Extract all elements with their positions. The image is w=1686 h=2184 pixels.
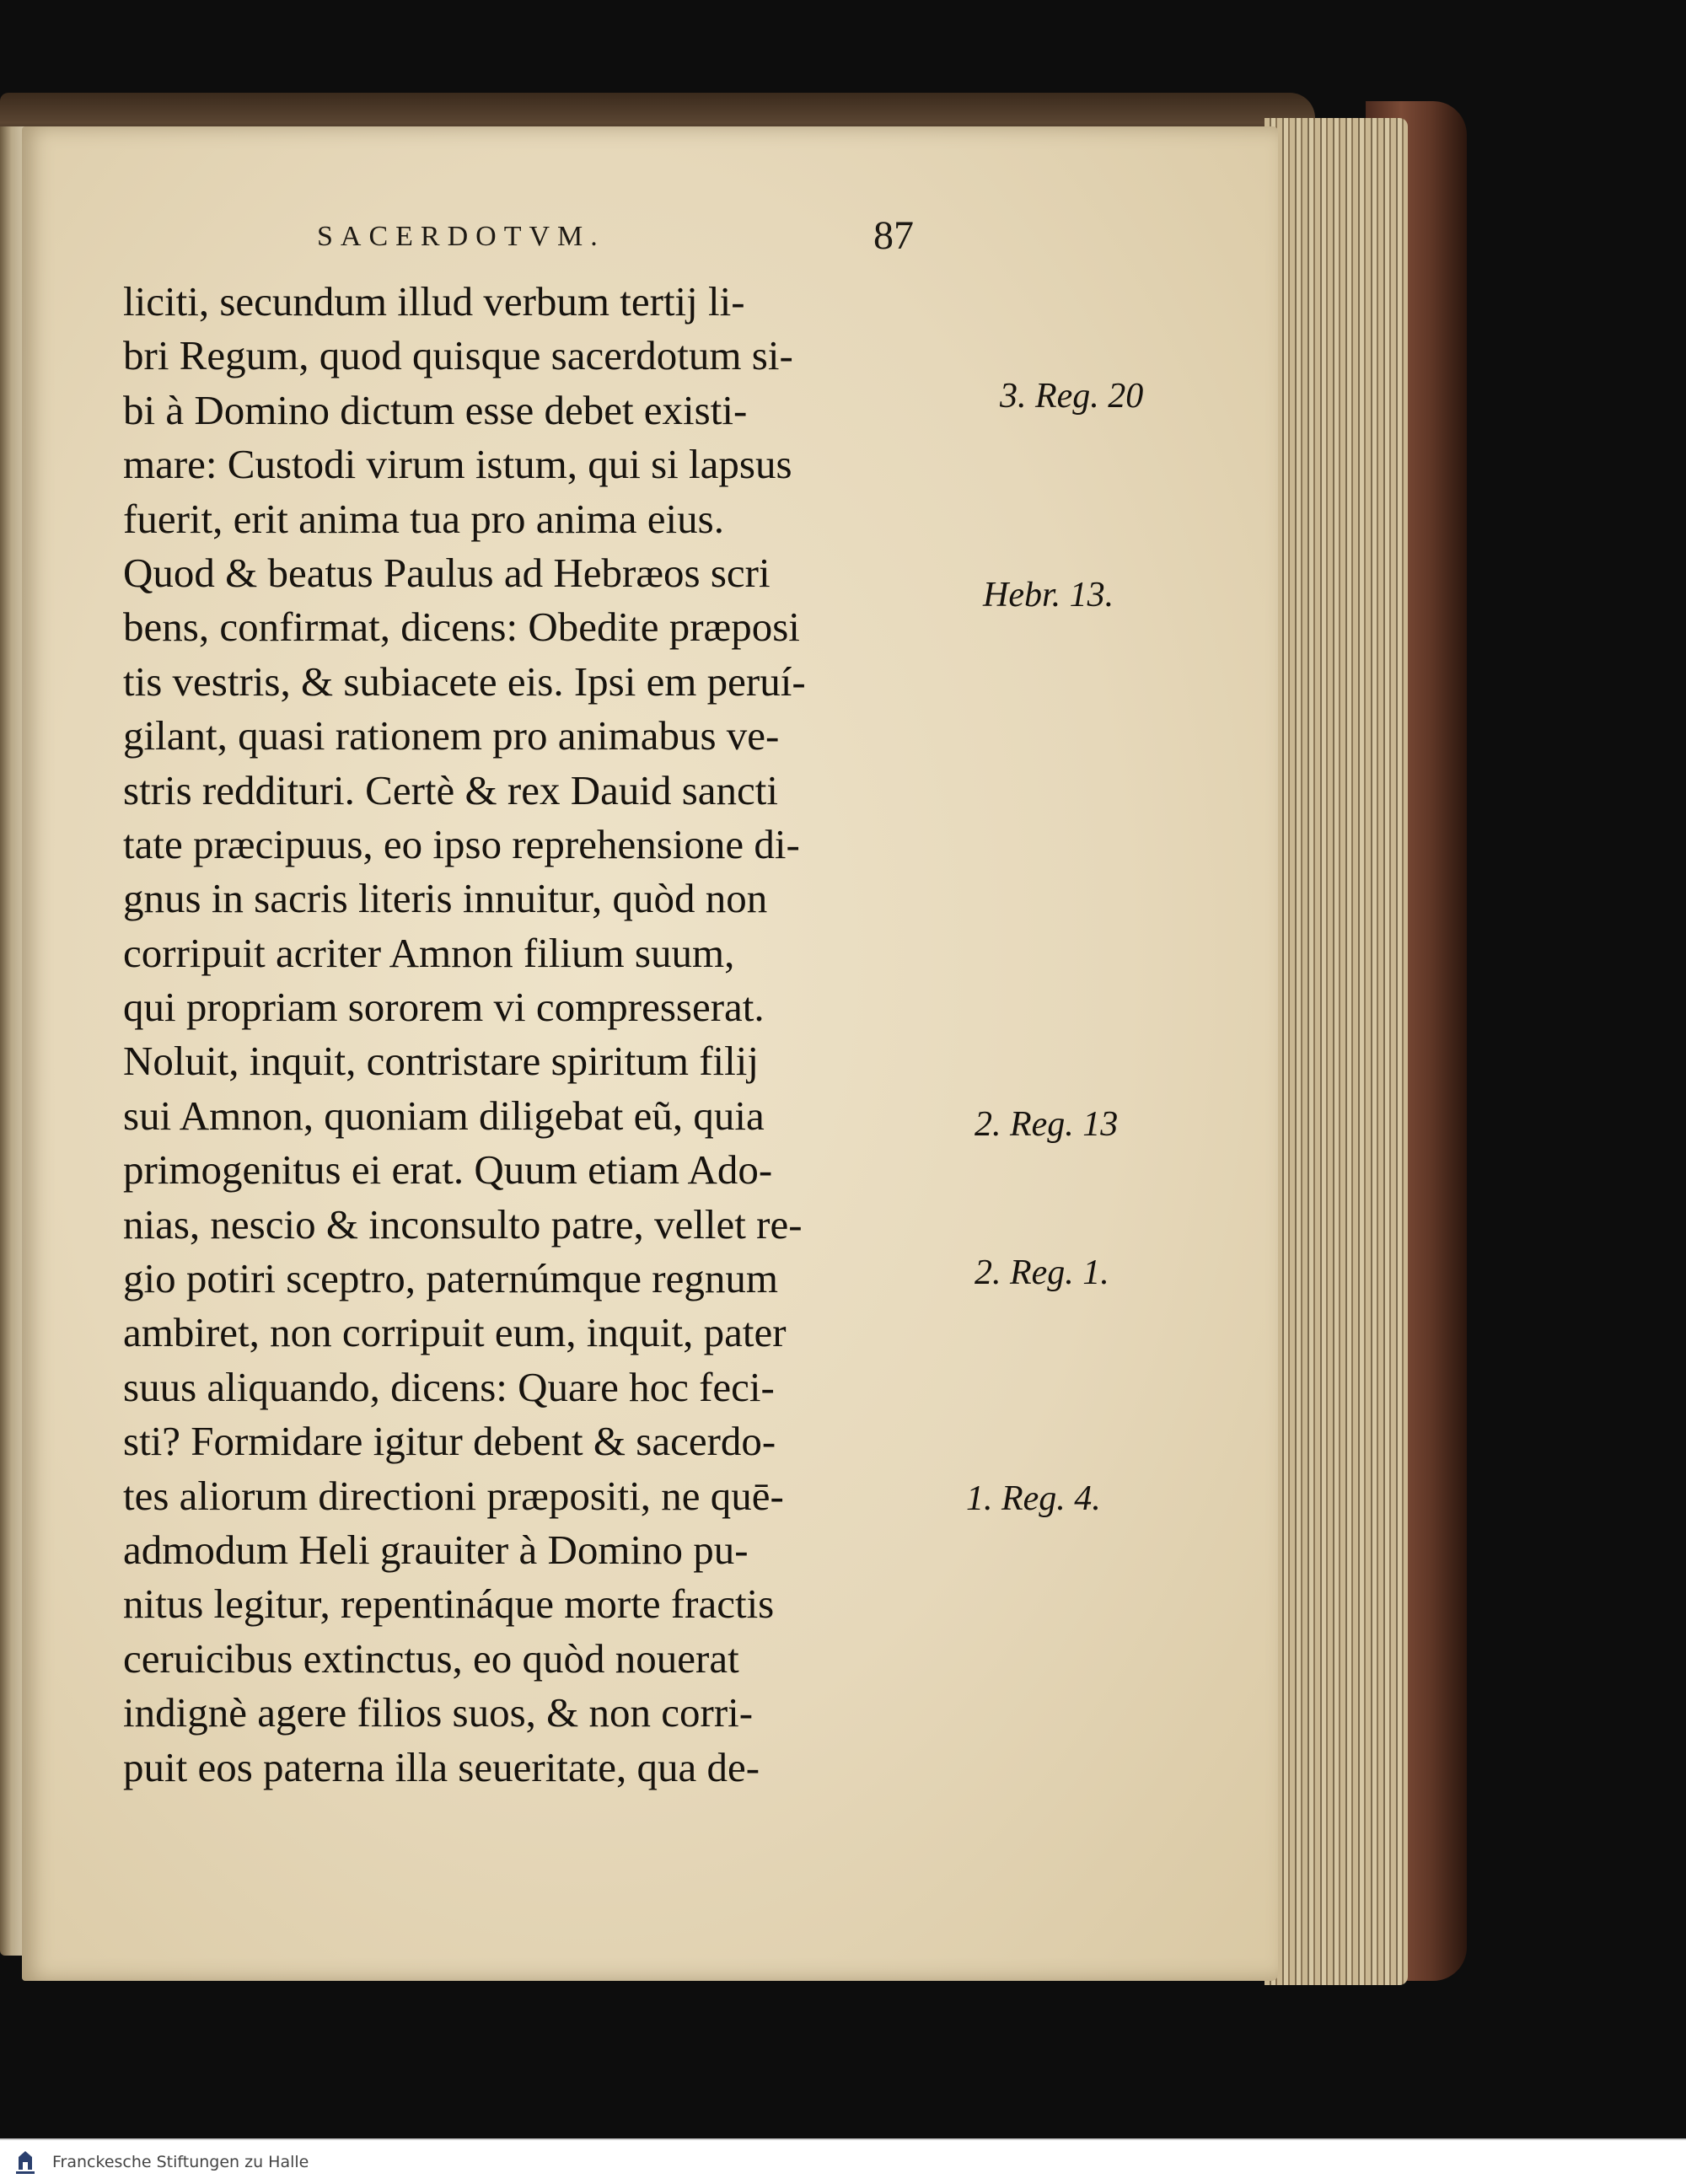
text-line: indignè agere filios suos, & non corri- — [123, 1689, 754, 1736]
text-line: suus aliquando, dicens: Quare hoc feci- — [123, 1363, 775, 1410]
footer-bar — [0, 2138, 1686, 2184]
text-line: admodum Heli grauiter à Domino pu- — [123, 1526, 749, 1573]
text-line: nias, nescio & inconsulto patre, vellet re- — [123, 1200, 803, 1248]
body-text — [123, 275, 966, 1795]
margin-note-hebr-13: Hebr. 13. — [983, 576, 1114, 614]
text-line: sui Amnon, quoniam diligebat eũ, quia — [123, 1092, 765, 1139]
text-line: bens, confirmat, dicens: Obedite præposi — [123, 604, 800, 651]
book-page — [22, 126, 1278, 1981]
margin-note-3-reg-20: 3. Reg. 20 — [1000, 377, 1144, 416]
text-line: liciti, secundum illud verbum tertij li- — [123, 278, 745, 325]
institution-name: Franckesche Stiftungen zu Halle — [52, 2153, 309, 2171]
text-line: sti? Formidare igitur debent & sacerdo- — [123, 1418, 776, 1465]
text-line: bi à Domino dictum esse debet existi- — [123, 386, 748, 433]
text-line: nitus legitur, repentináque morte fractis — [123, 1580, 775, 1628]
text-line: ceruicibus extinctus, eo quòd nouerat — [123, 1634, 739, 1682]
running-head: SACERDOTVM. — [317, 221, 605, 252]
text-line: tes aliorum directioni præpositi, ne quē- — [123, 1472, 784, 1519]
text-line: Noluit, inquit, contristare spiritum filij — [123, 1038, 759, 1085]
text-line: Quod & beatus Paulus ad Hebræos scri — [123, 549, 771, 596]
text-line: gilant, quasi rationem pro animabus ve- — [123, 712, 780, 759]
page-number: 87 — [873, 213, 914, 258]
text-line: stris reddituri. Certè & rex Dauid sancti — [123, 766, 778, 813]
text-line: puit eos paterna illa seueritate, qua de- — [123, 1743, 760, 1790]
text-line: corripuit acriter Amnon filium suum, — [123, 929, 735, 976]
text-line: primogenitus ei erat. Quum etiam Ado- — [123, 1146, 773, 1194]
text-line: bri Regum, quod quisque sacerdotum si- — [123, 332, 793, 379]
text-line: gio potiri sceptro, paternúmque regnum — [123, 1255, 778, 1302]
margin-note-1-reg-4: 1. Reg. 4. — [966, 1479, 1101, 1518]
text-line: tate præcipuus, eo ipso reprehensione di- — [123, 820, 800, 867]
margin-note-2-reg-1: 2. Reg. 1. — [975, 1253, 1109, 1292]
text-line: tis vestris, & subiacete eis. Ipsi em peruí- — [123, 657, 806, 705]
margin-note-2-reg-13: 2. Reg. 13 — [975, 1105, 1119, 1144]
institution-logo-icon — [8, 2145, 42, 2179]
text-line: ambiret, non corripuit eum, inquit, pater — [123, 1309, 787, 1356]
text-line: fuerit, erit anima tua pro anima eius. — [123, 495, 724, 542]
page-edges — [1264, 118, 1408, 1985]
text-line: gnus in sacris literis innuitur, quòd non — [123, 875, 768, 922]
text-line: qui propriam sororem vi compresserat. — [123, 984, 765, 1031]
text-line: mare: Custodi virum istum, qui si lapsus — [123, 441, 792, 488]
